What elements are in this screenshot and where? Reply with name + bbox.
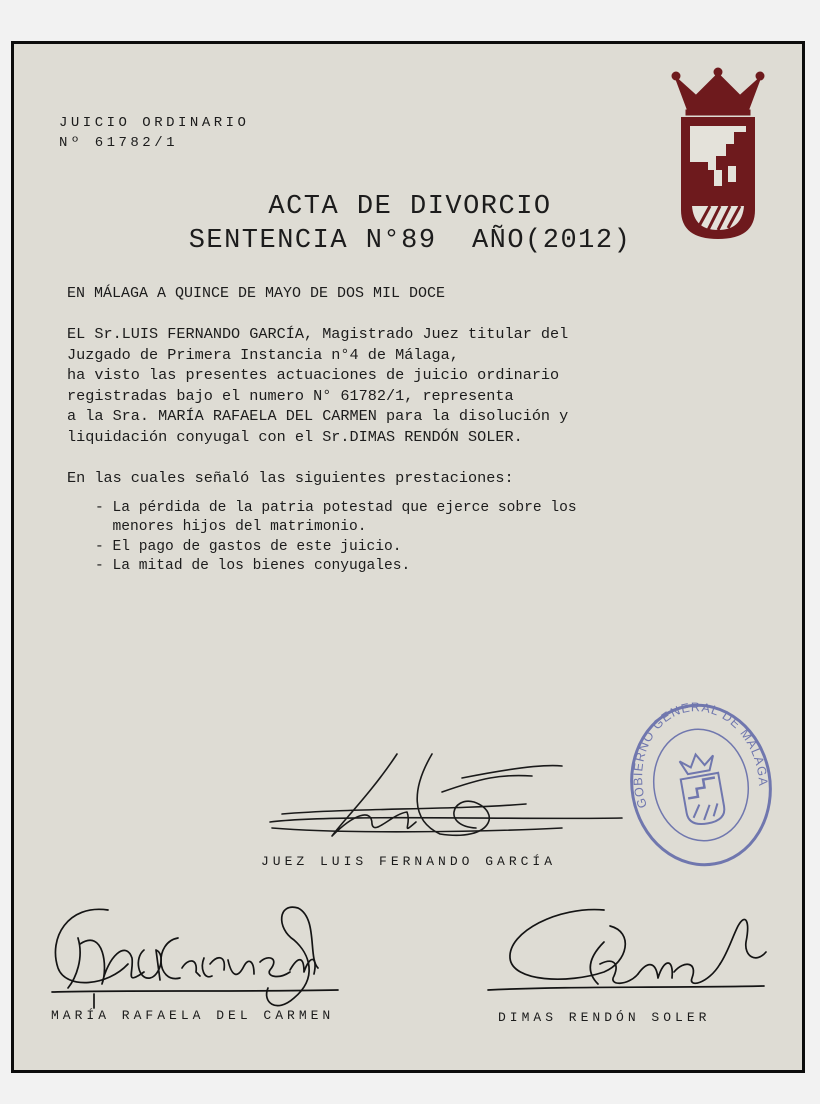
paragraph-line: a la Sra. MARÍA RAFAELA DEL CARMEN para la disolución y [67, 407, 569, 426]
date-line: EN MÁLAGA A QUINCE DE MAYO DE DOS MIL DOCE [67, 285, 446, 302]
list-item: - El pago de gastos de este juicio. [95, 538, 402, 555]
dimas-signature [488, 902, 768, 1002]
maria-name: MARÍA RAFAELA DEL CARMEN [51, 1008, 335, 1023]
case-type: JUICIO ORDINARIO [59, 115, 250, 131]
title-line-1: ACTA DE DIVORCIO [268, 192, 552, 222]
maria-signature [48, 898, 348, 1018]
title-line-2: SENTENCIA N°89 AÑO(2012) [188, 226, 632, 256]
paragraph-line: ha visto las presentes actuaciones de juicio ordinario [67, 366, 560, 385]
official-stamp [626, 700, 776, 870]
stamp-text: GOBIERNO GENERAL DE MÁLAGA [631, 700, 771, 810]
list-item: - La pérdida de la patria potestad que ejerce sobre los [95, 500, 577, 516]
provisions-list [95, 499, 577, 576]
list-item: menores hijos del matrimonio. [95, 519, 367, 536]
case-number: Nº 61782/1 [59, 135, 179, 151]
paragraph-line: registradas bajo el numero N° 61782/1, representa [67, 386, 514, 405]
list-item: - La mitad de los bienes conyugales. [95, 557, 411, 574]
paragraph-line: liquidación conyugal con el Sr.DIMAS RENDÓN SOLER. [67, 427, 523, 446]
judge-signature [262, 752, 642, 852]
judge-name: JUEZ LUIS FERNANDO GARCÍA [261, 854, 557, 869]
document-title [0, 190, 820, 258]
paragraph-line: Juzgado de Primera Instancia n°4 de Málaga, [67, 345, 459, 364]
dimas-name: DIMAS RENDÓN SOLER [498, 1010, 711, 1025]
body-paragraph [67, 324, 568, 448]
paragraph-line: EL Sr.LUIS FERNANDO GARCÍA, Magistrado Juez titular del [67, 325, 569, 343]
case-header [59, 113, 249, 153]
provisions-intro: En las cuales señaló las siguientes prestaciones: [67, 469, 514, 487]
